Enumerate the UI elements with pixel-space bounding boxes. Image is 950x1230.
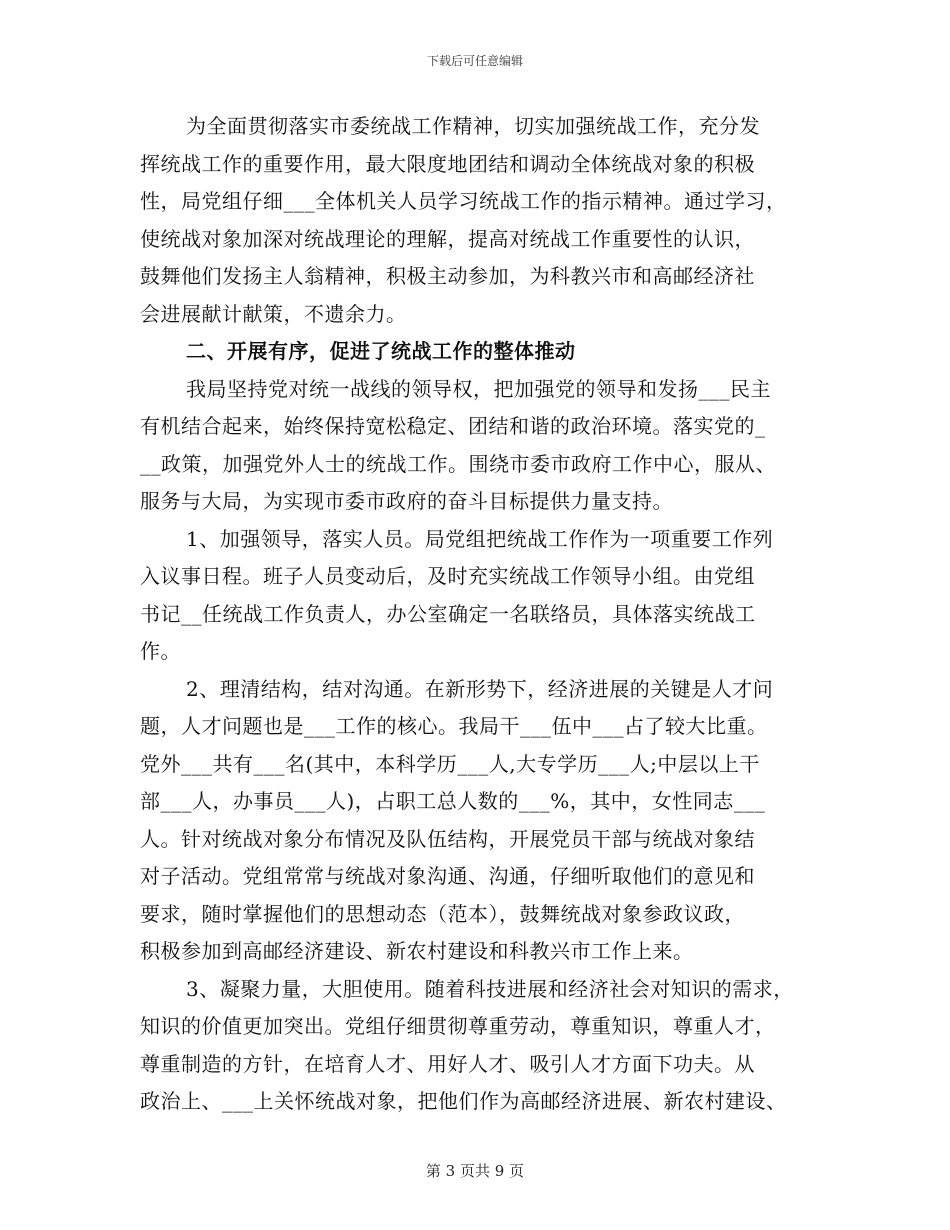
paragraph-line: 入议事日程。班子人员变动后，及时充实统战工作领导小组。由党组 bbox=[140, 564, 755, 588]
paragraph-line: 1、加强领导，落实人员。局党组把统战工作作为一项重要工作列 bbox=[186, 526, 774, 551]
paragraph-line: 政治上、___上关怀统战对象，把他们作为高邮经济进展、新农村建设、 bbox=[140, 1089, 787, 1113]
paragraph-line: 要求，随时掌握他们的思想动态（范本），鼓舞统战对象参政议政， bbox=[140, 901, 745, 926]
paragraph-line: __政策，加强党外人士的统战工作。围绕市委市政府工作中心，服从、 bbox=[140, 451, 776, 476]
paragraph-line: 性，局党组仔细___全体机关人员学习统战工作的指示精神。通过学习， bbox=[140, 189, 787, 213]
paragraph-line: 我局坚持党对统一战线的领导权，把加强党的领导和发扬___民主 bbox=[186, 376, 771, 401]
paragraph-line: 会进展献计献策，不遗余力。 bbox=[140, 301, 407, 326]
paragraph-line: 人。针对统战对象分布情况及队伍结构，开展党员干部与统战对象结 bbox=[140, 826, 755, 851]
paragraph-line: 尊重制造的方针，在培育人才、用好人才、吸引人才方面下功夫。从 bbox=[140, 1051, 755, 1076]
paragraph-line: 作。 bbox=[140, 639, 181, 663]
paragraph-line: 积极参加到高邮经济建设、新农村建设和科教兴市工作上来。 bbox=[140, 939, 694, 963]
paragraph-line: 3、凝聚力量，大胆使用。随着科技进展和经济社会对知识的需求， bbox=[186, 976, 794, 1001]
paragraph-line: 党外___共有___名(其中，本科学历___人,大专学历___人;中层以上干 bbox=[140, 751, 760, 776]
page-header: 下载后可任意编辑 bbox=[426, 54, 523, 68]
paragraph-line: 部___人，办事员___人)，占职工总人数的___%，其中，女性同志___ bbox=[140, 789, 766, 813]
paragraph-line: 知识的价值更加突出。党组仔细贯彻尊重劳动，尊重知识，尊重人才， bbox=[140, 1014, 776, 1038]
document-body bbox=[140, 108, 820, 1121]
paragraph-line: 书记__任统战工作负责人，办公室确定一名联络员，具体落实统战工 bbox=[140, 601, 756, 626]
paragraph-line: 服务与大局，为实现市委市政府的奋斗目标提供力量支持。 bbox=[140, 489, 673, 513]
section-heading: 二、开展有序，促进了统战工作的整体推动 bbox=[186, 339, 576, 363]
paragraph-line: 2、理清结构，结对沟通。在新形势下，经济进展的关键是人才问 bbox=[186, 676, 774, 701]
paragraph-line: 对子活动。党组常常与统战对象沟通、沟通，仔细听取他们的意见和 bbox=[140, 864, 755, 888]
paragraph-line: 题，人才问题也是___工作的核心。我局干___伍中___占了较大比重。 bbox=[140, 714, 768, 738]
paragraph-line: 为全面贯彻落实市委统战工作精神，切实加强统战工作，充分发 bbox=[186, 114, 760, 138]
paragraph-line: 有机结合起来，始终保持宽松稳定、团结和谐的政治环境。落实党的_ bbox=[140, 414, 766, 438]
paragraph-line: 使统战对象加深对统战理论的理解，提高对统战工作重要性的认识， bbox=[140, 226, 755, 251]
paragraph-line: 鼓舞他们发扬主人翁精神，积极主动参加，为科教兴市和高邮经济社 bbox=[140, 264, 755, 288]
paragraph-line: 挥统战工作的重要作用，最大限度地团结和调动全体统战对象的积极 bbox=[140, 151, 755, 176]
page-footer: 第 3 页共 9 页 bbox=[425, 1162, 525, 1180]
